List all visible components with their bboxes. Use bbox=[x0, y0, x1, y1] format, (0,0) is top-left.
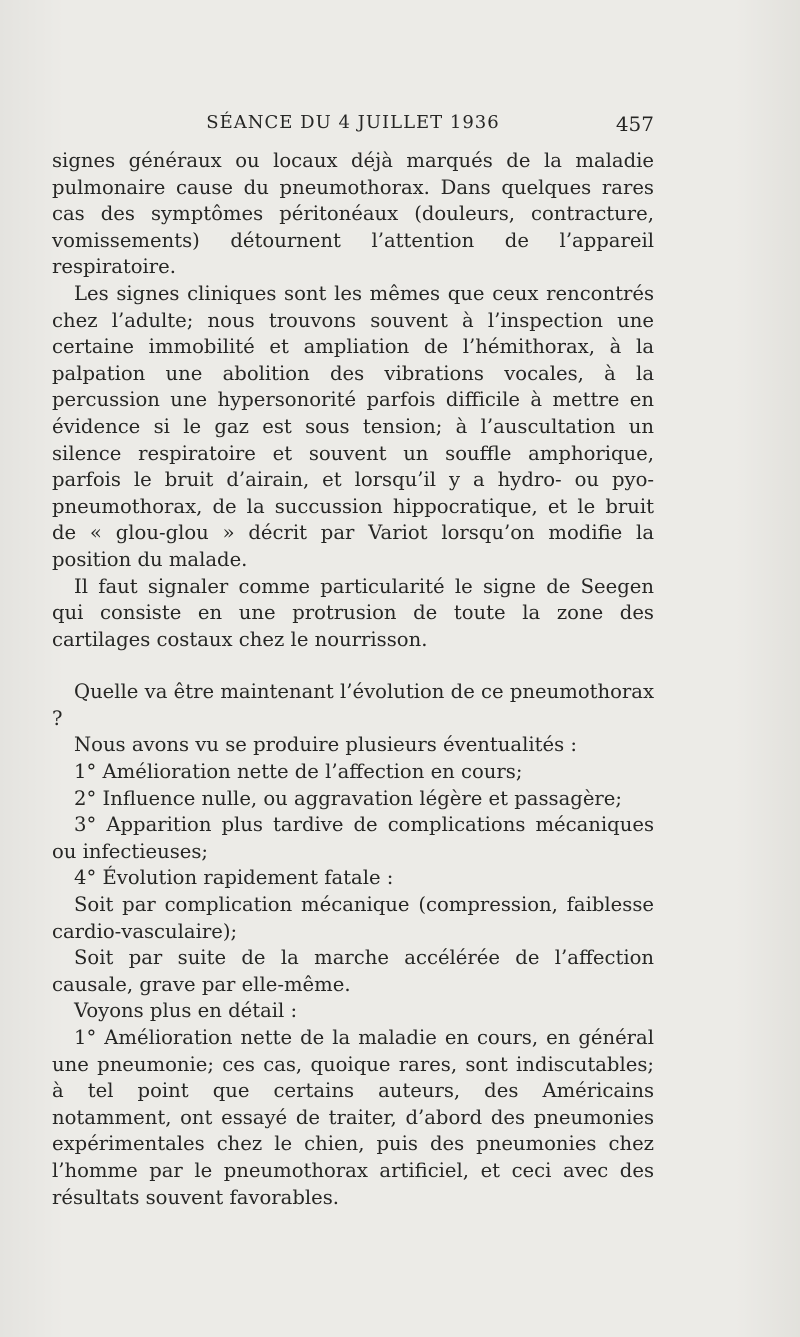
paragraph-9: 1° Amélioration nette de la maladie en cours, en général une pneumonie; ces cas, quoique rares, sont indiscutables; à tel point que certains auteurs, des Américains notamment, ont essayé de traiter, d’abord des pneumonies expérimentales chez le chien, puis des pneumonies chez l’homme par le pneumothorax artificiel, et ceci avec des résultats souvent favorables. bbox=[52, 1026, 654, 1209]
paragraph-3: Il faut signaler comme particularité le signe de Seegen qui consiste en une protrusion de toute la zone des cartilages costaux chez le nourrisson. bbox=[52, 574, 654, 651]
list-item-4: 4° Évolution rapidement fatale : bbox=[74, 866, 394, 890]
list-item-2: 2° Influence nulle, ou aggravation légère et passagère; bbox=[74, 786, 622, 810]
running-head bbox=[52, 112, 654, 142]
paragraph-5: Nous avons vu se produire plusieurs éventualités : bbox=[74, 733, 577, 757]
paragraph-6: Soit par complication mécanique (compression, faiblesse cardio-vasculaire); bbox=[52, 893, 654, 943]
paragraph-4: Quelle va être maintenant l’évolution de ce pneumothorax ? bbox=[52, 680, 654, 730]
page-number: 457 bbox=[615, 112, 654, 136]
paragraph-1: signes généraux ou locaux déjà marqués de la maladie pulmonaire cause du pneumothorax. Dans quelques rares cas des symptômes péritonéaux (douleurs, contracture, vomissements) détournent l’attention de l’appareil respiratoire. bbox=[52, 149, 654, 279]
paragraph-7: Soit par suite de la marche accélérée de l’affection causale, grave par elle-même. bbox=[52, 946, 654, 996]
running-title: SÉANCE DU 4 JUILLET 1936 bbox=[206, 112, 500, 133]
paragraph-2: Les signes cliniques sont les mêmes que ceux rencontrés chez l’adulte; nous trouvons souvent à l’inspection une certaine immobilité et ampliation de l’hémithorax, à la palpation une abolition des vibrations vocales, à la percussion une hypersonorité parfois difficile à mettre en évidence si le gaz est sous tension; à l’auscultation un silence respiratoire et souvent un souffle amphorique, parfois le bruit d’airain, et lorsqu’il y a hydro- ou pyo-pneumothorax, de la succussion hippocratique, et le bruit de « glou-glou » décrit par Variot lorsqu’on modifie la position du malade. bbox=[52, 281, 654, 571]
paragraph-8: Voyons plus en détail : bbox=[74, 999, 298, 1023]
list-item-1: 1° Amélioration nette de l’affection en cours; bbox=[74, 760, 523, 784]
body-text bbox=[52, 148, 654, 1211]
list-item-3: 3° Apparition plus tardive de complications mécaniques ou infectieuses; bbox=[52, 813, 654, 863]
